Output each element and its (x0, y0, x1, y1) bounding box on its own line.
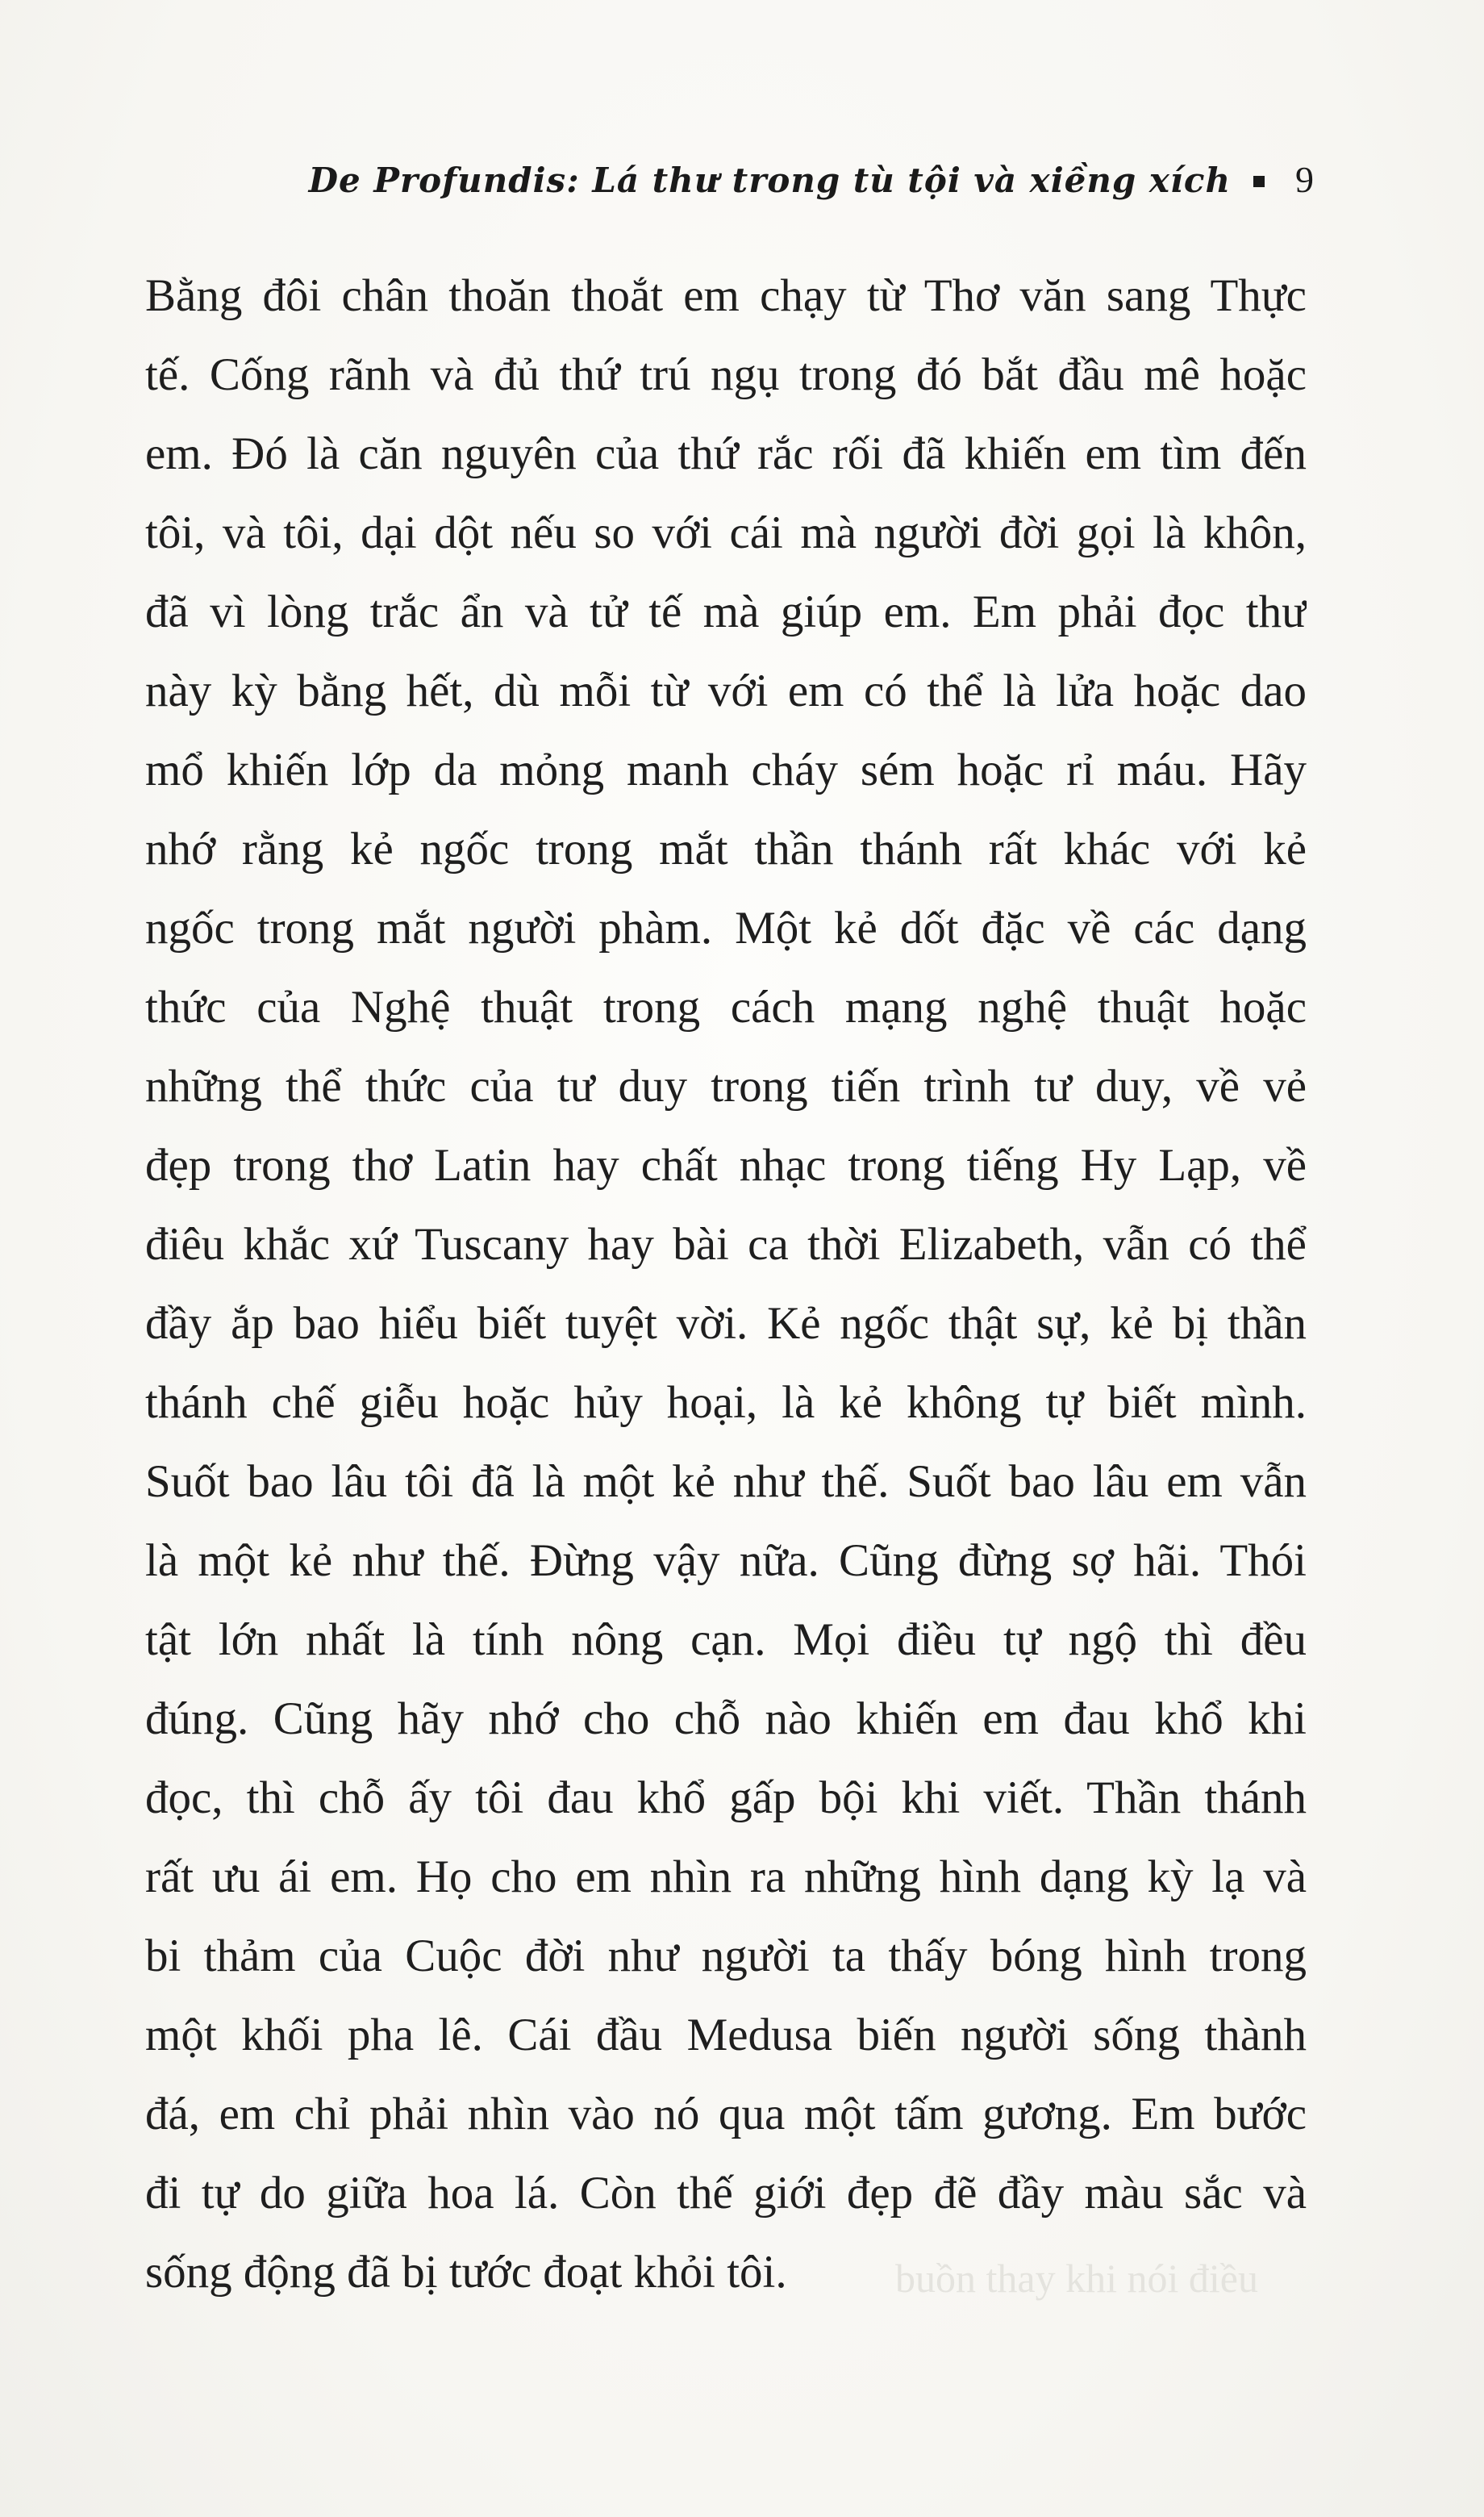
text-line: đá, em chỉ phải nhìn vào nó qua một tấm gương. Em bước (145, 2089, 1307, 2139)
text-line: đúng. Cũng hãy nhớ cho chỗ nào khiến em đau khổ khi (145, 1693, 1307, 1744)
text-line: đọc, thì chỗ ấy tôi đau khổ gấp bội khi viết. Thần thánh (145, 1772, 1307, 1823)
text-line: đã vì lòng trắc ẩn và tử tế mà giúp em. Em phải đọc thư (145, 586, 1307, 637)
text-line: tôi, và tôi, dại dột nếu so với cái mà người đời gọi là khôn, (145, 507, 1307, 558)
text-line: mổ khiến lớp da mỏng manh cháy sém hoặc rỉ máu. Hãy (145, 745, 1307, 795)
text-line: Bằng đôi chân thoăn thoắt em chạy từ Thơ văn sang Thực (145, 270, 1307, 321)
running-title: De Profundis: Lá thư trong tù tội và xiềng xích (308, 161, 1231, 200)
text-line: em. Đó là căn nguyên của thứ rắc rối đã khiến em tìm đến (145, 428, 1307, 479)
text-line: điêu khắc xứ Tuscany hay bài ca thời Elizabeth, vẫn có thể (145, 1219, 1307, 1270)
body-text (145, 257, 1307, 2312)
header-separator-square (1253, 176, 1265, 187)
text-line: những thể thức của tư duy trong tiến trình tư duy, về vẻ (145, 1061, 1307, 1112)
text-line: thức của Nghệ thuật trong cách mạng nghệ thuật hoặc (145, 982, 1307, 1033)
bleed-through-text: buồn thay khi nói điều (895, 2256, 1258, 2301)
text-line: là một kẻ như thế. Đừng vậy nữa. Cũng đừng sợ hãi. Thói (145, 1535, 1307, 1586)
running-header (309, 158, 1315, 201)
text-line: đi tự do giữa hoa lá. Còn thế giới đẹp đẽ đầy màu sắc và (145, 2168, 1307, 2219)
text-line: một khối pha lê. Cái đầu Medusa biến người sống thành (145, 2010, 1307, 2060)
text-line: thánh chế giễu hoặc hủy hoại, là kẻ không tự biết mình. (145, 1377, 1307, 1428)
text-line: đẹp trong thơ Latin hay chất nhạc trong tiếng Hy Lạp, về (145, 1140, 1307, 1191)
text-line: ngốc trong mắt người phàm. Một kẻ dốt đặc về các dạng (145, 903, 1307, 954)
text-line: rất ưu ái em. Họ cho em nhìn ra những hình dạng kỳ lạ và (145, 1851, 1307, 1902)
text-line: đầy ắp bao hiểu biết tuyệt vời. Kẻ ngốc thật sự, kẻ bị thần (145, 1298, 1307, 1349)
page-number: 9 (1295, 159, 1315, 200)
text-line: Suốt bao lâu tôi đã là một kẻ như thế. Suốt bao lâu em vẫn (145, 1456, 1307, 1507)
text-line: tế. Cống rãnh và đủ thứ trú ngụ trong đó bắt đầu mê hoặc (145, 349, 1307, 400)
text-line: nhớ rằng kẻ ngốc trong mắt thần thánh rất khác với kẻ (145, 824, 1307, 874)
text-line: bi thảm của Cuộc đời như người ta thấy bóng hình trong (145, 1931, 1307, 1981)
text-line: sống động đã bị tước đoạt khỏi tôi. (145, 2247, 787, 2298)
text-line: này kỳ bằng hết, dù mỗi từ với em có thể là lửa hoặc dao (145, 666, 1307, 716)
text-line: tật lớn nhất là tính nông cạn. Mọi điều tự ngộ thì đều (145, 1614, 1307, 1665)
